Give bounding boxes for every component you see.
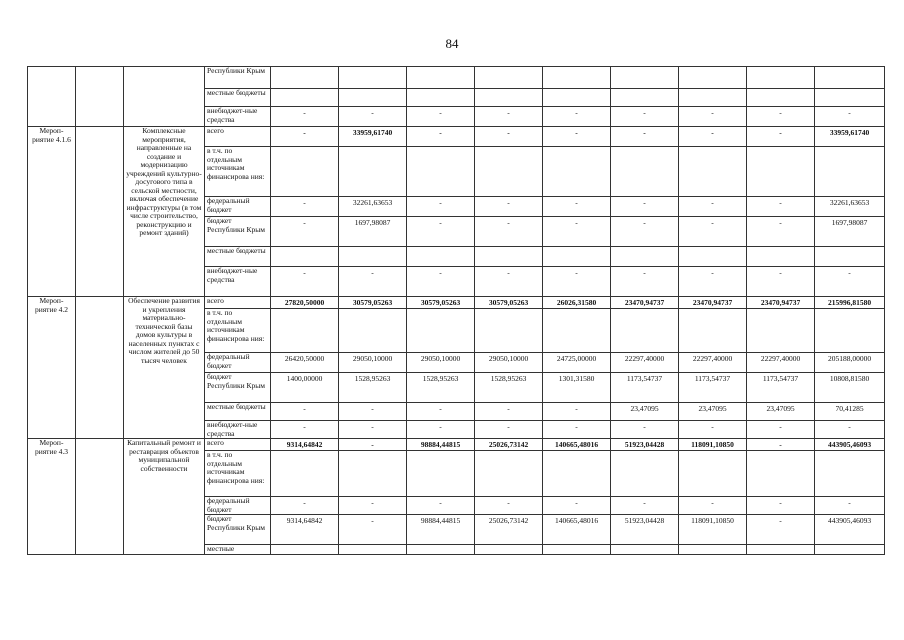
value-cell xyxy=(815,545,885,555)
value-cell: - xyxy=(679,127,747,147)
value-cell xyxy=(339,147,407,197)
activity-name: Капитальный ремонт и реставрация объектов муниципальной собственности xyxy=(124,439,205,555)
activity-name xyxy=(124,67,205,127)
funding-source: бюджет Республики Крым xyxy=(205,373,271,403)
value-cell xyxy=(339,309,407,353)
value-cell: - xyxy=(271,267,339,297)
value-cell xyxy=(271,67,339,89)
value-cell: 215996,81580 xyxy=(815,297,885,309)
value-cell xyxy=(543,309,611,353)
funding-source: всего xyxy=(205,439,271,451)
value-cell: 23,47095 xyxy=(611,403,679,421)
value-cell xyxy=(271,89,339,107)
value-cell: 118091,10850 xyxy=(679,439,747,451)
value-cell: - xyxy=(679,217,747,247)
funding-source: внебюджет-ные средства xyxy=(205,267,271,297)
funding-source: внебюджет-ные средства xyxy=(205,421,271,439)
value-cell xyxy=(475,147,543,197)
activity-code: Мероп-риятие 4.2 xyxy=(28,297,76,439)
value-cell: 22297,40000 xyxy=(679,353,747,373)
value-cell xyxy=(747,451,815,497)
value-cell: 140665,48016 xyxy=(543,515,611,545)
value-cell xyxy=(339,247,407,267)
value-cell xyxy=(679,147,747,197)
value-cell: 27820,50000 xyxy=(271,297,339,309)
funding-source: всего xyxy=(205,297,271,309)
value-cell xyxy=(611,247,679,267)
value-cell: - xyxy=(407,107,475,127)
value-cell: 29050,10000 xyxy=(475,353,543,373)
value-cell xyxy=(611,147,679,197)
value-cell xyxy=(407,147,475,197)
value-cell: 51923,04428 xyxy=(611,515,679,545)
value-cell xyxy=(543,247,611,267)
value-cell: - xyxy=(611,107,679,127)
funding-source: в т.ч. по отдельным источникам финансирова ния: xyxy=(205,147,271,197)
value-cell: - xyxy=(339,107,407,127)
value-cell: - xyxy=(407,217,475,247)
value-cell xyxy=(407,451,475,497)
value-cell: 25026,73142 xyxy=(475,439,543,451)
funding-source: федеральный бюджет xyxy=(205,197,271,217)
value-cell xyxy=(679,309,747,353)
value-cell: 1173,54737 xyxy=(611,373,679,403)
value-cell xyxy=(815,247,885,267)
table-row xyxy=(28,127,885,147)
value-cell: 23470,94737 xyxy=(611,297,679,309)
value-cell xyxy=(815,147,885,197)
value-cell: 1301,31580 xyxy=(543,373,611,403)
value-cell: 1528,95263 xyxy=(475,373,543,403)
value-cell xyxy=(407,309,475,353)
value-cell xyxy=(271,545,339,555)
value-cell xyxy=(611,451,679,497)
value-cell xyxy=(407,545,475,555)
funding-source: всего xyxy=(205,127,271,147)
funding-source: бюджет Республики Крым xyxy=(205,217,271,247)
value-cell: 1173,54737 xyxy=(747,373,815,403)
funding-source: бюджет Республики Крым xyxy=(205,515,271,545)
value-cell xyxy=(271,309,339,353)
value-cell: - xyxy=(679,267,747,297)
value-cell: 32261,63653 xyxy=(815,197,885,217)
value-cell: - xyxy=(271,107,339,127)
value-cell: 9314,64842 xyxy=(271,439,339,451)
value-cell: - xyxy=(543,107,611,127)
value-cell: - xyxy=(747,515,815,545)
value-cell: - xyxy=(339,267,407,297)
value-cell: - xyxy=(543,197,611,217)
value-cell xyxy=(339,67,407,89)
value-cell xyxy=(747,545,815,555)
value-cell: - xyxy=(407,403,475,421)
value-cell xyxy=(271,451,339,497)
value-cell: - xyxy=(271,197,339,217)
value-cell: 23470,94737 xyxy=(679,297,747,309)
value-cell: - xyxy=(747,127,815,147)
value-cell: - xyxy=(475,403,543,421)
value-cell: 30579,05263 xyxy=(339,297,407,309)
value-cell xyxy=(271,147,339,197)
value-cell xyxy=(747,247,815,267)
value-cell: 1173,54737 xyxy=(679,373,747,403)
value-cell: - xyxy=(271,403,339,421)
value-cell: - xyxy=(407,127,475,147)
value-cell: - xyxy=(679,107,747,127)
value-cell: - xyxy=(815,421,885,439)
value-cell: 29050,10000 xyxy=(407,353,475,373)
value-cell: 1697,98087 xyxy=(339,217,407,247)
value-cell xyxy=(679,89,747,107)
value-cell: - xyxy=(339,403,407,421)
value-cell: - xyxy=(679,497,747,515)
value-cell xyxy=(679,67,747,89)
value-cell xyxy=(679,247,747,267)
value-cell: - xyxy=(815,267,885,297)
value-cell xyxy=(543,545,611,555)
value-cell xyxy=(543,451,611,497)
value-cell: - xyxy=(747,439,815,451)
funding-source: в т.ч. по отдельным источникам финансирова ния: xyxy=(205,451,271,497)
empty-cell xyxy=(76,127,124,297)
value-cell xyxy=(475,545,543,555)
value-cell: 10808,81580 xyxy=(815,373,885,403)
value-cell: 33959,61740 xyxy=(339,127,407,147)
value-cell: - xyxy=(475,197,543,217)
value-cell xyxy=(815,451,885,497)
value-cell: 118091,10850 xyxy=(679,515,747,545)
value-cell: 33959,61740 xyxy=(815,127,885,147)
value-cell xyxy=(747,147,815,197)
funding-source: местные бюджеты xyxy=(205,89,271,107)
value-cell: 98884,44815 xyxy=(407,439,475,451)
value-cell: - xyxy=(407,197,475,217)
value-cell: 443905,46093 xyxy=(815,515,885,545)
value-cell xyxy=(407,89,475,107)
value-cell: 98884,44815 xyxy=(407,515,475,545)
value-cell xyxy=(543,89,611,107)
value-cell: - xyxy=(815,497,885,515)
value-cell: - xyxy=(543,497,611,515)
value-cell: - xyxy=(271,421,339,439)
value-cell: 1697,98087 xyxy=(815,217,885,247)
value-cell: - xyxy=(475,107,543,127)
value-cell: 205188,00000 xyxy=(815,353,885,373)
value-cell xyxy=(271,247,339,267)
value-cell: - xyxy=(271,127,339,147)
value-cell: - xyxy=(747,107,815,127)
value-cell: - xyxy=(407,421,475,439)
value-cell: 23470,94737 xyxy=(747,297,815,309)
value-cell: 32261,63653 xyxy=(339,197,407,217)
value-cell: 1528,95263 xyxy=(339,373,407,403)
value-cell: - xyxy=(611,421,679,439)
value-cell: 23,47095 xyxy=(747,403,815,421)
funding-source: местные бюджеты xyxy=(205,403,271,421)
value-cell xyxy=(339,89,407,107)
activity-code: Мероп-риятие 4.1.6 xyxy=(28,127,76,297)
value-cell xyxy=(611,89,679,107)
value-cell: 9314,64842 xyxy=(271,515,339,545)
value-cell: - xyxy=(271,497,339,515)
value-cell xyxy=(339,451,407,497)
table-row xyxy=(28,67,885,89)
value-cell: - xyxy=(407,497,475,515)
funding-source: местные xyxy=(205,545,271,555)
value-cell xyxy=(407,67,475,89)
value-cell: 22297,40000 xyxy=(747,353,815,373)
activity-code: Мероп-риятие 4.3 xyxy=(28,439,76,555)
value-cell: - xyxy=(611,127,679,147)
funding-source: федеральный бюджет xyxy=(205,497,271,515)
table-row xyxy=(28,297,885,309)
value-cell: - xyxy=(679,421,747,439)
value-cell: 70,41285 xyxy=(815,403,885,421)
value-cell: - xyxy=(339,497,407,515)
empty-cell xyxy=(76,67,124,127)
value-cell: 443905,46093 xyxy=(815,439,885,451)
value-cell: - xyxy=(543,403,611,421)
value-cell xyxy=(475,67,543,89)
value-cell xyxy=(339,545,407,555)
value-cell xyxy=(407,247,475,267)
value-cell: - xyxy=(611,197,679,217)
value-cell xyxy=(475,247,543,267)
value-cell xyxy=(815,89,885,107)
activity-name: Комплексные мероприятия, направленные на создание и модернизацию учреждений культурно-досугового типа в сельской местности, включая обеспечение инфраструктуры (в том числе строительство, реконструкцию и ремонт зданий) xyxy=(124,127,205,297)
value-cell: 25026,73142 xyxy=(475,515,543,545)
value-cell: 29050,10000 xyxy=(339,353,407,373)
value-cell: - xyxy=(611,267,679,297)
value-cell xyxy=(611,545,679,555)
value-cell: - xyxy=(747,217,815,247)
funding-source: Республики Крым xyxy=(205,67,271,89)
value-cell: - xyxy=(747,267,815,297)
value-cell: 51923,04428 xyxy=(611,439,679,451)
value-cell xyxy=(815,67,885,89)
empty-cell xyxy=(76,439,124,555)
value-cell: - xyxy=(475,497,543,515)
value-cell: 140665,48016 xyxy=(543,439,611,451)
value-cell: - xyxy=(475,421,543,439)
value-cell: - xyxy=(407,267,475,297)
value-cell xyxy=(747,89,815,107)
budget-table xyxy=(27,66,885,555)
value-cell: - xyxy=(747,197,815,217)
funding-source: внебюджет-ные средства xyxy=(205,107,271,127)
activity-name: Обеспечение развития и укрепления материально-технической базы домов культуры в населенных пунктах с числом жителей до 50 тысяч человек xyxy=(124,297,205,439)
value-cell: - xyxy=(611,217,679,247)
value-cell: - xyxy=(815,107,885,127)
value-cell: - xyxy=(747,497,815,515)
value-cell: - xyxy=(339,421,407,439)
empty-cell xyxy=(76,297,124,439)
value-cell: - xyxy=(543,421,611,439)
value-cell: - xyxy=(475,267,543,297)
value-cell xyxy=(543,67,611,89)
value-cell xyxy=(475,309,543,353)
activity-code xyxy=(28,67,76,127)
value-cell xyxy=(679,545,747,555)
value-cell: - xyxy=(543,127,611,147)
value-cell: 1400,00000 xyxy=(271,373,339,403)
value-cell: 30579,05263 xyxy=(407,297,475,309)
value-cell: - xyxy=(543,217,611,247)
value-cell: 1528,95263 xyxy=(407,373,475,403)
value-cell: 30579,05263 xyxy=(475,297,543,309)
value-cell xyxy=(815,309,885,353)
value-cell xyxy=(679,451,747,497)
page-number: 84 xyxy=(445,36,459,51)
table-row xyxy=(28,439,885,451)
value-cell: - xyxy=(339,515,407,545)
value-cell: - xyxy=(339,439,407,451)
value-cell xyxy=(475,89,543,107)
value-cell xyxy=(475,451,543,497)
value-cell: - xyxy=(679,197,747,217)
value-cell xyxy=(747,309,815,353)
value-cell xyxy=(611,309,679,353)
value-cell: - xyxy=(271,217,339,247)
funding-source: местные бюджеты xyxy=(205,247,271,267)
funding-source: в т.ч. по отдельным источникам финансирова ния: xyxy=(205,309,271,353)
value-cell: - xyxy=(543,267,611,297)
value-cell: - xyxy=(747,421,815,439)
value-cell: - xyxy=(475,127,543,147)
value-cell: 24725,00000 xyxy=(543,353,611,373)
value-cell: - xyxy=(611,497,679,515)
funding-source: федеральный бюджет xyxy=(205,353,271,373)
value-cell xyxy=(747,67,815,89)
value-cell xyxy=(543,147,611,197)
value-cell: 23,47095 xyxy=(679,403,747,421)
value-cell xyxy=(611,67,679,89)
value-cell: 26420,50000 xyxy=(271,353,339,373)
value-cell: 26026,31580 xyxy=(543,297,611,309)
value-cell: 22297,40000 xyxy=(611,353,679,373)
value-cell: - xyxy=(475,217,543,247)
